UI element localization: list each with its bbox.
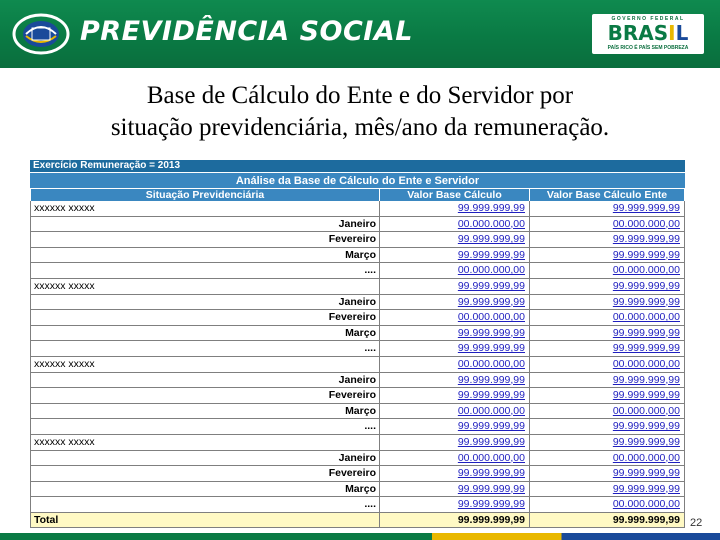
brasil-word-part-2: I [668, 21, 676, 45]
valor-base-link[interactable]: 00.000.000,00 [457, 357, 525, 370]
valor-base-ente-link[interactable]: 99.999.999,99 [612, 482, 680, 495]
exercise-label: Exercício Remuneração = 2013 [30, 160, 685, 172]
valor-base-link[interactable]: 99.999.999,99 [457, 342, 525, 355]
valor-base-link[interactable]: 99.999.999,99 [457, 435, 525, 448]
row-label: Janeiro [30, 373, 380, 388]
valor-base-ente-link[interactable]: 99.999.999,99 [612, 467, 680, 480]
table-row [30, 248, 685, 264]
valor-base-ente-link[interactable]: 99.999.999,99 [612, 233, 680, 246]
row-label: xxxxxx xxxxx [30, 357, 380, 372]
valor-base-ente-link[interactable]: 99.999.999,99 [612, 389, 680, 402]
row-valor-base-ente [530, 419, 685, 434]
row-valor-base [380, 404, 530, 419]
valor-base-ente-link[interactable]: 99.999.999,99 [612, 248, 680, 261]
table-row [30, 373, 685, 389]
row-valor-base [380, 310, 530, 325]
slide-title-line-2: situação previdenciária, mês/ano da remuneração. [110, 114, 610, 141]
row-valor-base-ente [530, 482, 685, 497]
row-label: Março [30, 482, 380, 497]
valor-base-ente-link[interactable]: 99.999.999,99 [612, 435, 680, 448]
row-valor-base-ente [530, 404, 685, 419]
brasil-gov-label: GOVERNO FEDERAL [611, 16, 685, 22]
row-label: .... [30, 341, 380, 356]
row-valor-base [380, 435, 530, 450]
table-row [30, 404, 685, 420]
table-row [30, 419, 685, 435]
row-valor-base-ente [530, 357, 685, 372]
total-valor-base-ente: 99.999.999,99 [530, 513, 685, 528]
row-valor-base-ente [530, 232, 685, 247]
valor-base-ente-link[interactable]: 00.000.000,00 [612, 498, 680, 511]
row-valor-base-ente [530, 497, 685, 512]
row-valor-base-ente [530, 326, 685, 341]
slide-title [0, 80, 720, 144]
row-label: xxxxxx xxxxx [30, 201, 380, 216]
valor-base-link[interactable]: 99.999.999,99 [457, 248, 525, 261]
valor-base-ente-link[interactable]: 00.000.000,00 [612, 311, 680, 324]
row-valor-base [380, 373, 530, 388]
table-row [30, 310, 685, 326]
row-valor-base-ente [530, 217, 685, 232]
row-valor-base [380, 482, 530, 497]
row-valor-base-ente [530, 435, 685, 450]
table-row [30, 388, 685, 404]
table-row [30, 357, 685, 373]
row-label: Março [30, 248, 380, 263]
valor-base-ente-link[interactable]: 00.000.000,00 [612, 357, 680, 370]
valor-base-link[interactable]: 99.999.999,99 [457, 295, 525, 308]
brasil-slogan: PAÍS RICO É PAÍS SEM POBREZA [607, 45, 689, 51]
valor-base-ente-link[interactable]: 99.999.999,99 [612, 342, 680, 355]
row-label: Fevereiro [30, 466, 380, 481]
valor-base-link[interactable]: 99.999.999,99 [457, 233, 525, 246]
column-header-valor-base-ente: Valor Base Cálculo Ente [530, 189, 685, 201]
row-valor-base [380, 497, 530, 512]
valor-base-link[interactable]: 99.999.999,99 [457, 498, 525, 511]
table-row [30, 279, 685, 295]
valor-base-link[interactable]: 99.999.999,99 [457, 279, 525, 292]
brasil-word-part-3: L [675, 21, 689, 45]
row-valor-base-ente [530, 263, 685, 278]
row-valor-base-ente [530, 451, 685, 466]
table-row [30, 263, 685, 279]
table-row [30, 232, 685, 248]
row-valor-base [380, 279, 530, 294]
valor-base-ente-link[interactable]: 99.999.999,99 [612, 420, 680, 433]
row-valor-base-ente [530, 248, 685, 263]
valor-base-ente-link[interactable]: 99.999.999,99 [612, 279, 680, 292]
row-valor-base [380, 451, 530, 466]
brasil-word-part-1: BRAS [607, 21, 669, 45]
column-header-valor-base: Valor Base Cálculo [380, 189, 530, 201]
brasil-logo [592, 14, 704, 54]
table-row [30, 326, 685, 342]
valor-base-link[interactable]: 99.999.999,99 [457, 420, 525, 433]
row-valor-base [380, 295, 530, 310]
table-row [30, 482, 685, 498]
valor-base-link[interactable]: 99.999.999,99 [457, 202, 525, 214]
row-valor-base [380, 388, 530, 403]
total-label: Total [30, 513, 380, 528]
bottom-color-bar [0, 533, 720, 540]
valor-base-ente-link[interactable]: 99.999.999,99 [612, 295, 680, 308]
valor-base-link[interactable]: 00.000.000,00 [457, 311, 525, 324]
header-banner [0, 0, 720, 68]
row-valor-base [380, 201, 530, 216]
row-valor-base [380, 217, 530, 232]
valor-base-ente-link[interactable]: 00.000.000,00 [612, 451, 680, 464]
row-label: Março [30, 404, 380, 419]
header-title: PREVIDÊNCIA SOCIAL [80, 16, 413, 47]
total-row [30, 513, 685, 529]
analysis-label: Análise da Base de Cálculo do Ente e Servidor [30, 172, 685, 188]
row-valor-base [380, 419, 530, 434]
previdencia-globe-icon [12, 12, 70, 56]
row-label: Fevereiro [30, 232, 380, 247]
valor-base-ente-link[interactable]: 99.999.999,99 [612, 326, 680, 339]
row-valor-base [380, 326, 530, 341]
row-valor-base-ente [530, 295, 685, 310]
brasil-word [596, 22, 700, 44]
page-number: 22 [690, 517, 703, 529]
valor-base-link[interactable]: 99.999.999,99 [457, 482, 525, 495]
row-label: Janeiro [30, 295, 380, 310]
row-label: .... [30, 419, 380, 434]
valor-base-link[interactable]: 00.000.000,00 [457, 404, 525, 417]
valor-base-link[interactable]: 99.999.999,99 [457, 326, 525, 339]
valor-base-link[interactable]: 00.000.000,00 [457, 217, 525, 230]
total-valor-base: 99.999.999,99 [380, 513, 530, 528]
valor-base-ente-link[interactable]: 00.000.000,00 [612, 404, 680, 417]
row-label: Janeiro [30, 451, 380, 466]
row-valor-base-ente [530, 310, 685, 325]
valor-base-ente-link[interactable]: 99.999.999,99 [612, 373, 680, 386]
table-row [30, 295, 685, 311]
row-label: xxxxxx xxxxx [30, 279, 380, 294]
row-valor-base-ente [530, 388, 685, 403]
valor-base-link[interactable]: 99.999.999,99 [457, 389, 525, 402]
row-valor-base [380, 341, 530, 356]
table-row [30, 217, 685, 233]
column-header-row [30, 188, 685, 201]
row-label: .... [30, 263, 380, 278]
valor-base-ente-link[interactable]: 99.999.999,99 [612, 202, 680, 214]
table-grid [30, 188, 685, 528]
row-valor-base [380, 248, 530, 263]
row-valor-base-ente [530, 201, 685, 216]
table-row [30, 466, 685, 482]
row-label: .... [30, 497, 380, 512]
row-valor-base-ente [530, 341, 685, 356]
row-label: Fevereiro [30, 388, 380, 403]
slide-title-line-1: Base de Cálculo do Ente e do Servidor por [146, 82, 574, 109]
column-header-situacao: Situação Previdenciária [30, 189, 380, 201]
table-row [30, 451, 685, 467]
data-table [30, 160, 685, 532]
table-row [30, 435, 685, 451]
valor-base-link[interactable]: 00.000.000,00 [457, 451, 525, 464]
row-label: Março [30, 326, 380, 341]
row-valor-base-ente [530, 279, 685, 294]
row-valor-base [380, 357, 530, 372]
row-valor-base [380, 232, 530, 247]
row-label: Janeiro [30, 217, 380, 232]
row-valor-base [380, 263, 530, 278]
valor-base-ente-link[interactable]: 00.000.000,00 [612, 264, 680, 277]
valor-base-link[interactable]: 00.000.000,00 [457, 264, 525, 277]
row-label: Fevereiro [30, 310, 380, 325]
table-row [30, 341, 685, 357]
table-row [30, 497, 685, 513]
valor-base-link[interactable]: 99.999.999,99 [457, 467, 525, 480]
valor-base-link[interactable]: 99.999.999,99 [457, 373, 525, 386]
table-row [30, 201, 685, 217]
valor-base-ente-link[interactable]: 00.000.000,00 [612, 217, 680, 230]
row-valor-base-ente [530, 373, 685, 388]
row-valor-base [380, 466, 530, 481]
row-label: xxxxxx xxxxx [30, 435, 380, 450]
row-valor-base-ente [530, 466, 685, 481]
